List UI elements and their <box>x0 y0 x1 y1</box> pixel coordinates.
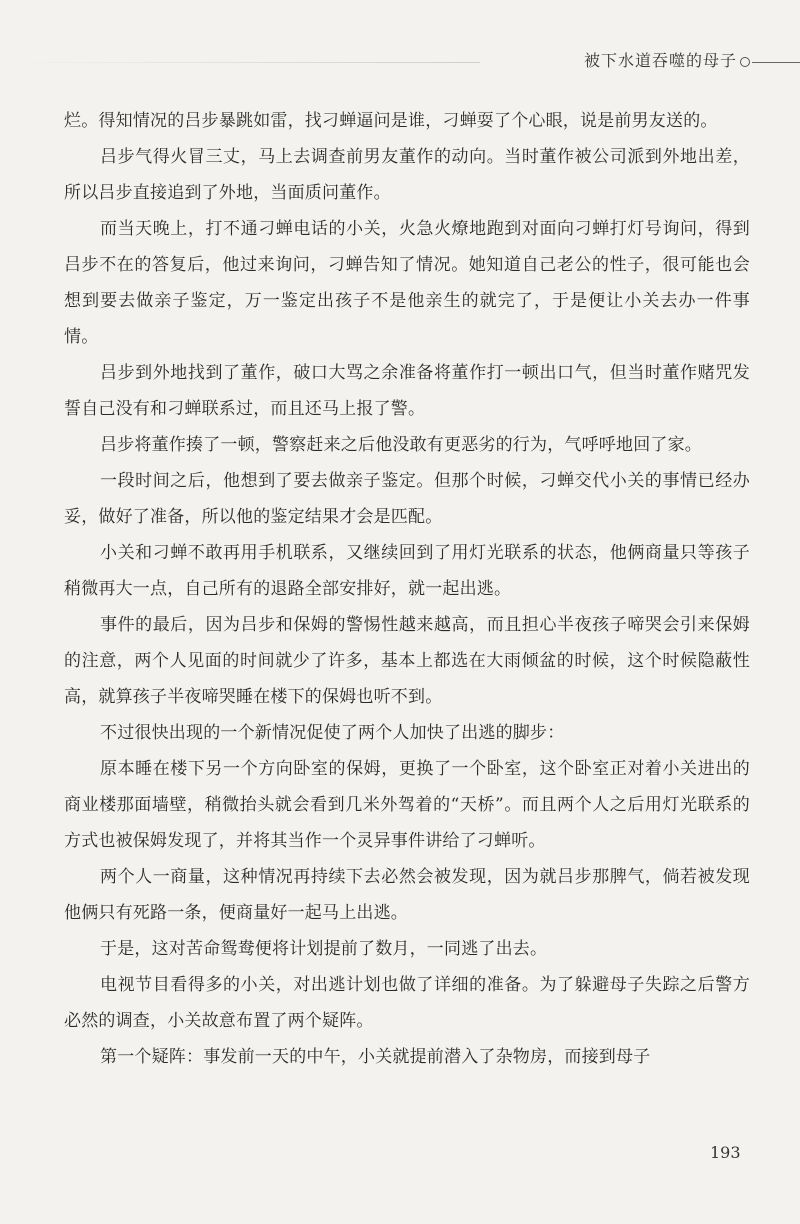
paragraph: 而当天晚上，打不通刁蝉电话的小关，火急火燎地跑到对面向刁蝉打灯号询问，得到吕步不在的答复后，他过来询问，刁蝉告知了情况。她知道自己老公的性子，很可能也会想到要去做亲子鉴定，万一鉴定出孩子不是他亲生的就完了，于是便让小关去办一件事情。 <box>64 219 750 347</box>
header-rule-left <box>0 62 480 63</box>
header-rule-right <box>752 62 800 63</box>
running-header <box>0 38 800 78</box>
page-number: 193 <box>710 1143 741 1162</box>
paragraph: 小关和刁蝉不敢再用手机联系，又继续回到了用灯光联系的状态，他俩商量只等孩子稍微再大一点，自己所有的退路全部安排好，就一起出逃。 <box>64 543 750 599</box>
paragraph: 两个人一商量，这种情况再持续下去必然会被发现，因为就吕步那脾气，倘若被发现他俩只有死路一条，便商量好一起马上出逃。 <box>64 867 750 923</box>
paragraph: 原本睡在楼下另一个方向卧室的保姆，更换了一个卧室，这个卧室正对着小关进出的商业楼那面墙壁，稍微抬头就会看到几米外驾着的“天桥”。而且两个人之后用灯光联系的方式也被保姆发现了，并将其当作一个灵异事件讲给了刁蝉听。 <box>64 759 750 851</box>
paragraph: 于是，这对苦命鸳鸯便将计划提前了数月，一同逃了出去。 <box>100 939 548 959</box>
paragraph: 烂。得知情况的吕步暴跳如雷，找刁蝉逼问是谁，刁蝉耍了个心眼，说是前男友送的。 <box>64 111 718 131</box>
paragraph: 事件的最后，因为吕步和保姆的警惕性越来越高，而且担心半夜孩子啼哭会引来保姆的注意，两个人见面的时间就少了许多，基本上都选在大雨倾盆的时候，这个时候隐蔽性高，就算孩子半夜啼哭睡在楼下的保姆也听不到。 <box>64 615 750 707</box>
paragraph: 第一个疑阵：事发前一天的中午，小关就提前潜入了杂物房，而接到母子 <box>100 1047 651 1067</box>
paragraph: 一段时间之后，他想到了要去做亲子鉴定。但那个时候，刁蝉交代小关的事情已经办妥，做好了准备，所以他的鉴定结果才会是匹配。 <box>64 471 750 527</box>
running-title: 被下水道吞噬的母子 <box>584 51 738 70</box>
circle-ornament-icon <box>740 57 750 67</box>
paragraph: 不过很快出现的一个新情况促使了两个人加快了出逃的脚步： <box>100 723 565 743</box>
paragraph: 电视节目看得多的小关，对出逃计划也做了详细的准备。为了躲避母子失踪之后警方必然的调查，小关故意布置了两个疑阵。 <box>64 975 750 1031</box>
paragraph: 吕步气得火冒三丈，马上去调查前男友董作的动向。当时董作被公司派到外地出差，所以吕步直接追到了外地，当面质问董作。 <box>64 147 750 203</box>
body-text <box>64 103 750 1075</box>
paragraph: 吕步到外地找到了董作，破口大骂之余准备将董作打一顿出口气，但当时董作赌咒发誓自己没有和刁蝉联系过，而且还马上报了警。 <box>64 363 750 419</box>
paragraph: 吕步将董作揍了一顿，警察赶来之后他没敢有更恶劣的行为，气呼呼地回了家。 <box>100 435 702 455</box>
